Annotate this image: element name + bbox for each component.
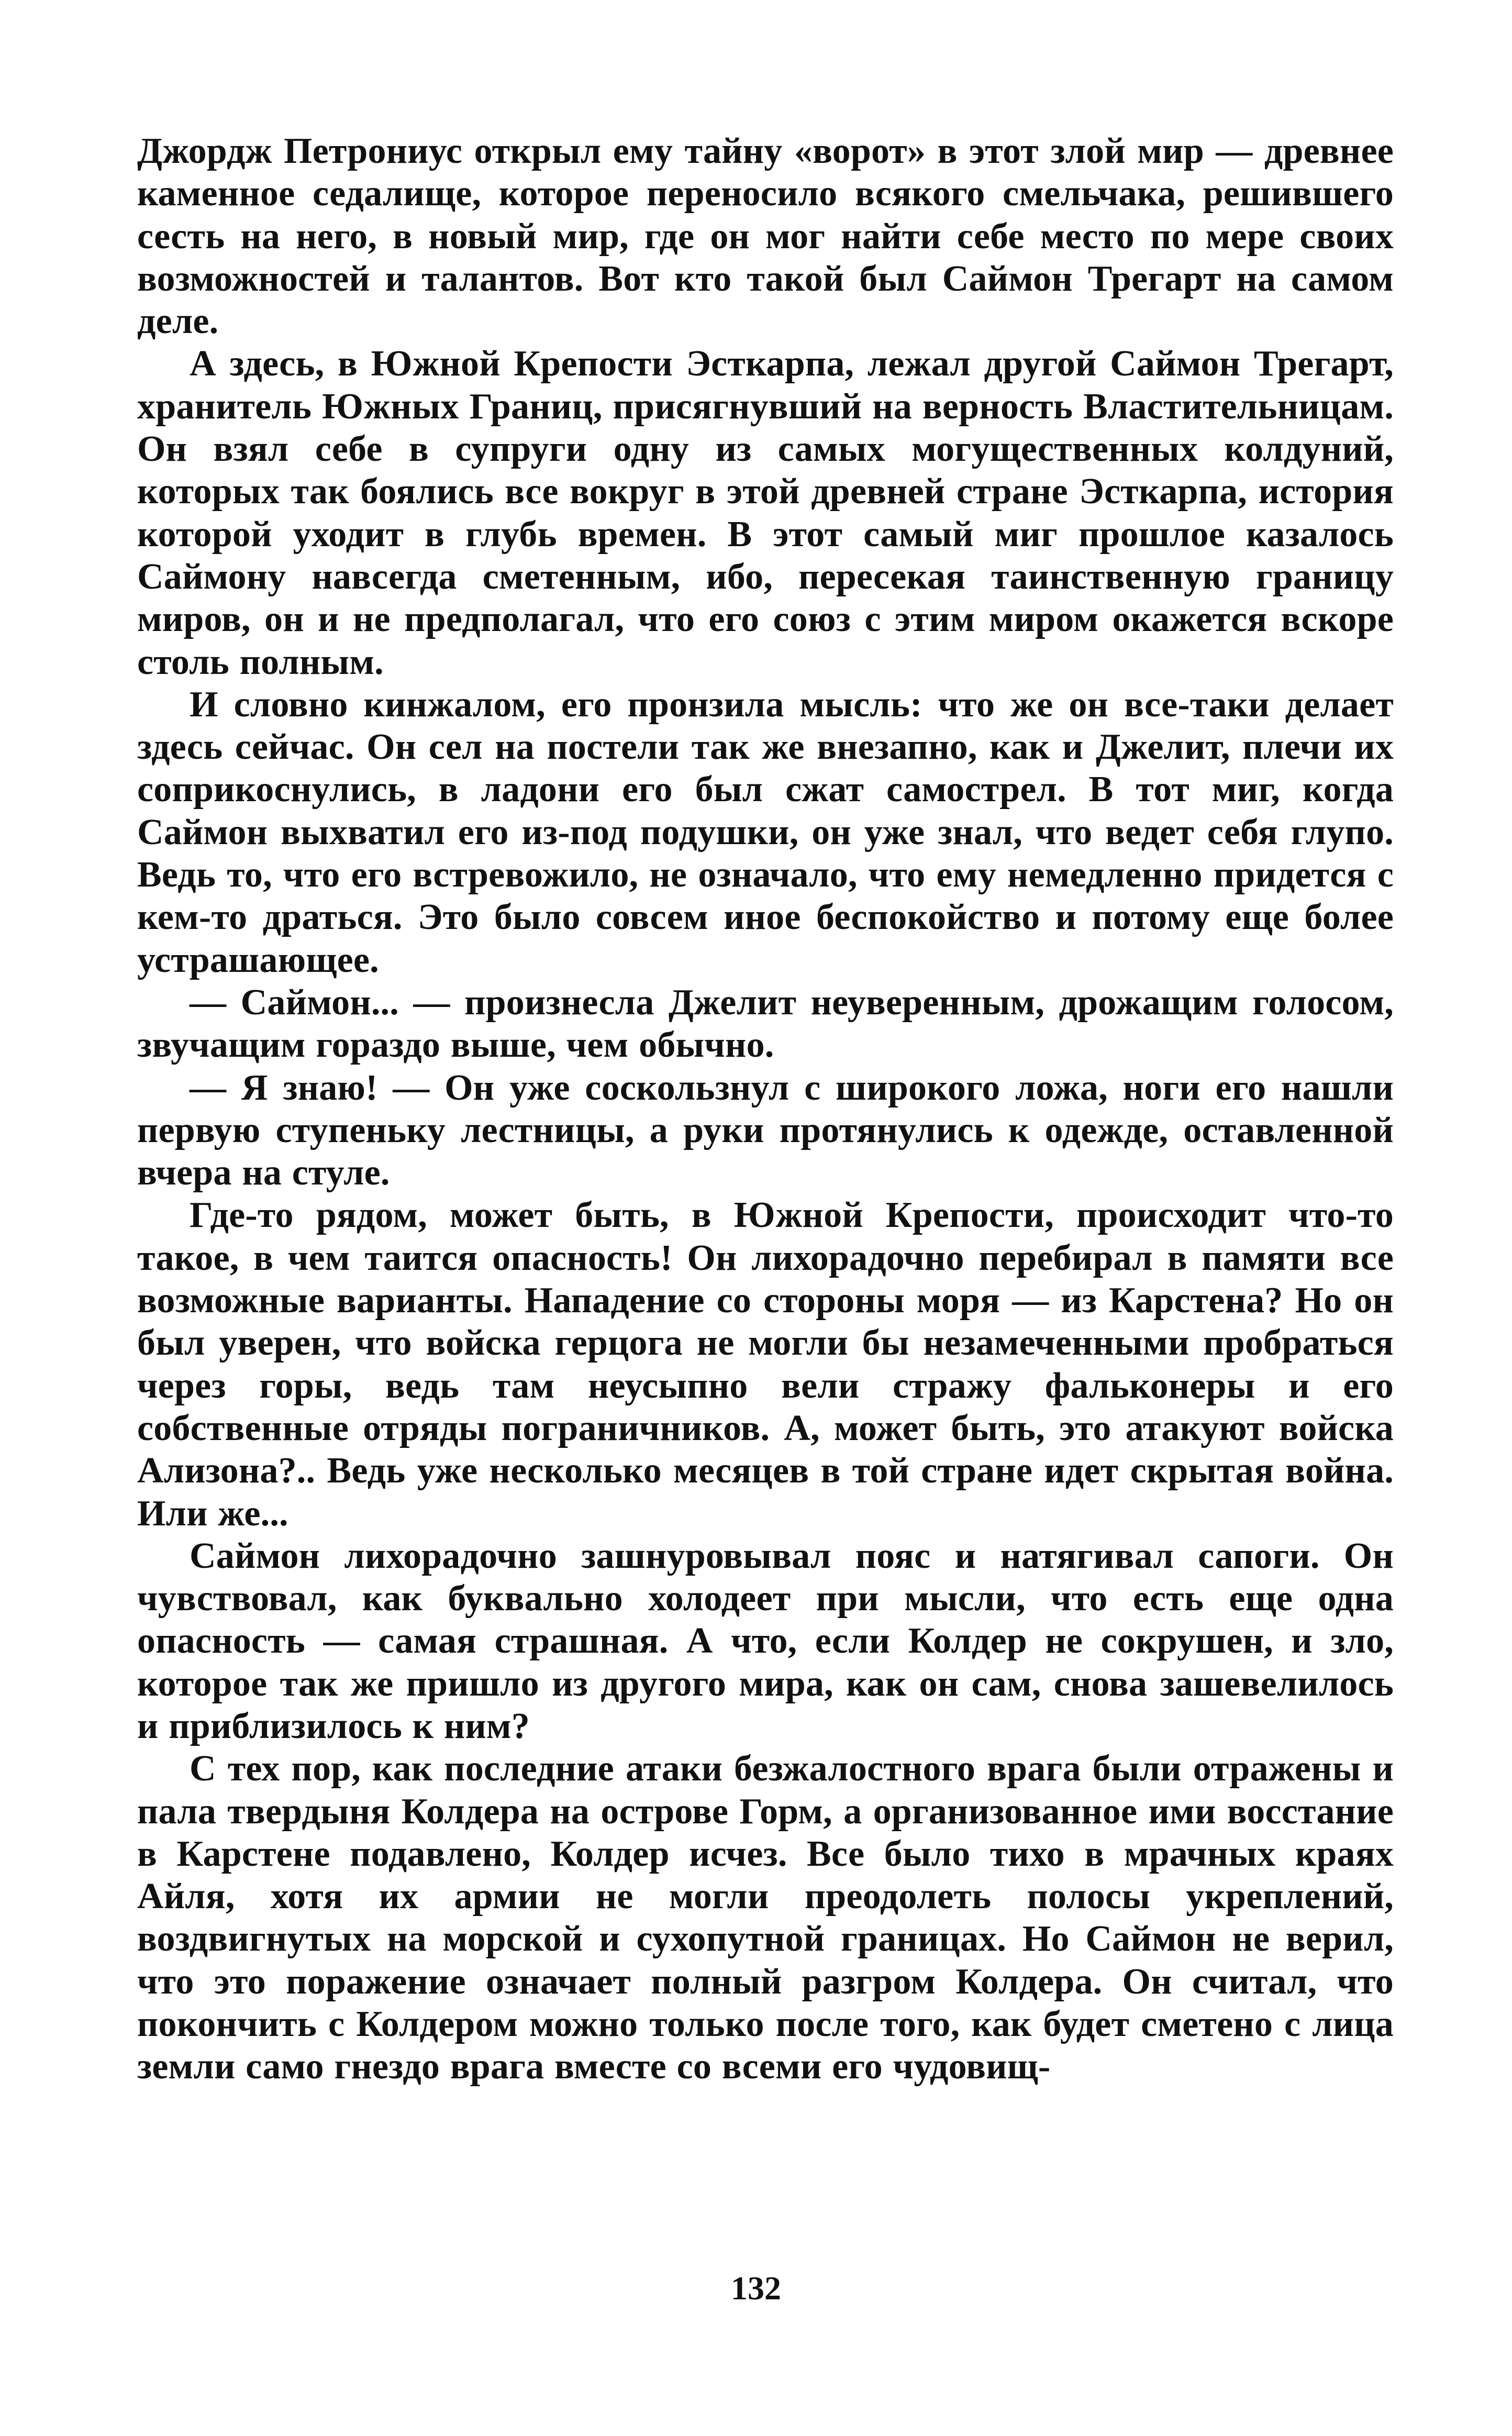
paragraph-5: — Я знаю! — Он уже соскользнул с широкого ложа, ноги его нашли первую ступеньку лестницы, а руки протянулись к одежде, оставленной вчера на стуле.	[137, 1067, 1394, 1193]
body-text	[137, 130, 1394, 2088]
paragraph-3: И словно кинжалом, его пронзила мысль: что же он все-таки делает здесь сейчас. Он сел на постели так же внезапно, как и Джелит, плечи их соприкоснулись, в ладони его был сжат самострел. В тот миг, когда Саймон выхватил его из-под подушки, он уже знал, что ведет себя глупо. Ведь то, что его встревожило, не означало, что ему немедленно придется с кем-то драться. Это было совсем иное беспокойство и потому еще более устрашающее.	[137, 684, 1394, 980]
paragraph-7: Саймон лихорадочно зашнуровывал пояс и натягивал сапоги. Он чувствовал, как буквально холодеет при мысли, что есть еще одна опасность — самая страшная. А что, если Колдер не сокрушен, и зло, которое так же пришло из другого мира, как он сам, снова зашевелилось и приблизилось к ним?	[137, 1535, 1394, 1746]
paragraph-2: А здесь, в Южной Крепости Эсткарпа, лежал другой Саймон Трегарт, хранитель Южных Границ, присягнувший на верность Властительницам. Он взял себе в супруги одну из самых могущественных колдуний, которых так боялись все вокруг в этой древней стране Эсткарпа, история которой уходит в глубь времен. В этот самый миг прошлое казалось Саймону навсегда сметенным, ибо, пересекая таинственную границу миров, он и не предполагал, что его союз с этим миром окажется вскоре столь полным.	[137, 344, 1394, 682]
paragraph-1: Джордж Петрониус открыл ему тайну «ворот» в этот злой мир — древнее каменное седалище, которое переносило всякого смельчака, решившего сесть на него, в новый мир, где он мог найти себе место по мере своих возможностей и талантов. Вот кто такой был Саймон Трегарт на самом деле.	[137, 131, 1394, 342]
paragraph-8: С тех пор, как последние атаки безжалостного врага были отражены и пала твердыня Колдера на острове Горм, а организованное ими восстание в Карстене подавлено, Колдер исчез. Все было тихо в мрачных краях Айля, хотя их армии не могли преодолеть полосы укреплений, воздвигнутых на морской и сухопутной границах. Но Саймон не верил, что это поражение означает полный разгром Колдера. Он считал, что покончить с Колдером можно только после того, как будет сметено с лица земли само гнездо врага вместе со всеми его чудовищ-	[137, 1748, 1394, 2087]
paragraph-4: — Саймон... — произнесла Джелит неуверенным, дрожащим голосом, звучащим гораздо выше, чем обычно.	[137, 982, 1394, 1066]
page-number: 132	[731, 2269, 781, 2307]
paragraph-6: Где-то рядом, может быть, в Южной Крепости, происходит что-то такое, в чем таится опасность! Он лихорадочно перебирал в памяти все возможные варианты. Нападение со стороны моря — из Карстена? Но он был уверен, что войска герцога не могли бы незамеченными пробраться через горы, ведь там неусыпно вели стражу фальконеры и его собственные отряды пограничников. А, может быть, это атакуют войска Ализона?.. Ведь уже несколько месяцев в той стране идет скрытая война. Или же...	[137, 1195, 1394, 1534]
